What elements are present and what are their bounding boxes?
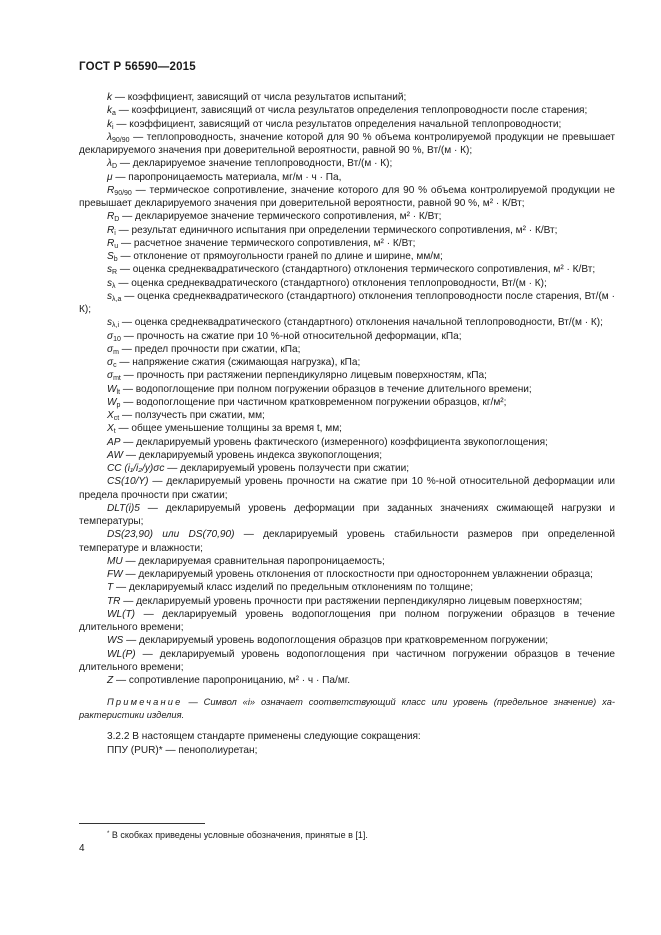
definition-item	[79, 595, 615, 608]
definition-text: — декларируемый уровень водопоглощения при частичном погружении образцов в течение длительного времени;	[79, 648, 615, 673]
definition-symbol: λ	[107, 158, 112, 170]
definition-symbol: σ	[107, 370, 114, 382]
definition-text: — расчетное значение термического сопротивления, м² · К/Вт;	[118, 237, 416, 249]
definition-item	[79, 104, 615, 117]
definition-subscript: 90/90	[111, 136, 130, 144]
definition-symbol: CS(10/Y)	[107, 476, 149, 488]
definition-item	[79, 475, 615, 502]
definition-text: — предел прочности при сжатии, кПа;	[118, 343, 301, 355]
definition-item	[79, 502, 615, 529]
definition-subscript: u	[114, 242, 119, 250]
definition-text: — прочность на сжатие при 10 %-ной относительной деформации, кПа;	[120, 330, 462, 342]
definition-subscript: λ,i	[112, 322, 120, 330]
definition-item	[79, 237, 615, 250]
definition-item	[79, 422, 615, 435]
definition-text: — декларируемый уровень прочности на сжатие при 10 %-ной относительной деформации или предела прочности при сжатии;	[79, 476, 615, 501]
definition-text: — декларируемая сравнительная паропроницаемость;	[122, 555, 385, 567]
definitions-list	[79, 91, 615, 687]
definition-symbol: FW	[107, 569, 123, 580]
definition-subscript: b	[113, 256, 118, 263]
definition-symbol: Z	[107, 675, 114, 686]
definition-item	[79, 184, 615, 211]
definition-subscript: R	[112, 269, 118, 277]
definition-item	[79, 383, 615, 396]
definition-symbol: σ	[107, 343, 114, 355]
definition-item	[79, 555, 615, 568]
definition-symbol: s	[107, 264, 113, 276]
definition-symbol: MU	[107, 555, 123, 567]
page-number: 4	[79, 843, 85, 854]
definition-text: — результат единичного испытания при определении термического сопротивления, м² · К/Вт;	[115, 224, 558, 236]
definition-symbol: σ	[107, 357, 114, 368]
definition-text: — паропроницаемость материала, мг/м · ч · Па,	[112, 171, 342, 183]
definition-item	[79, 91, 615, 104]
definition-subscript: i	[112, 123, 114, 131]
definition-item	[79, 277, 615, 290]
definition-item	[79, 263, 615, 276]
definition-text: — оценка среднеквадратического (стандартного) отклонения теплопроводности, Вт/(м · К);	[115, 277, 547, 289]
footnote-text: В скобках приведены условные обозначения, принятые в [1].	[109, 830, 368, 840]
definition-symbol: R	[107, 224, 115, 236]
definition-item	[79, 343, 615, 356]
definition-symbol: X	[107, 423, 114, 435]
definition-text: — декларируемый уровень водопоглощения образцов при кратковременном погружении;	[123, 635, 549, 647]
definition-text: — коэффициент, зависящий от числа результатов испытаний;	[112, 92, 407, 103]
definition-symbol: R	[107, 184, 115, 196]
definition-text: — сопротивление паропроницанию, м² · ч · Па/мг.	[113, 675, 351, 686]
definition-subscript: c	[113, 362, 117, 369]
definition-symbol: AP	[107, 436, 121, 448]
definition-item	[79, 210, 615, 223]
definition-symbol: X	[107, 410, 114, 421]
definition-symbol: TR	[107, 595, 121, 607]
definition-item	[79, 608, 615, 635]
definition-item	[79, 568, 615, 581]
definition-text: — декларируемое значение термического сопротивления, м² · К/Вт;	[119, 211, 442, 223]
definition-text: — водопоглощение при полном погружении образцов в течение длительного времени;	[120, 383, 532, 395]
definition-symbol: λ	[107, 131, 112, 143]
definition-item	[79, 290, 615, 317]
definition-subscript: 90/90	[114, 189, 132, 197]
definition-symbol: W	[107, 383, 117, 395]
definition-text: — отклонение от прямоугольности граней по длине и ширине, мм/м;	[117, 251, 443, 262]
definition-symbol: k	[107, 118, 113, 130]
definition-text: — прочность при растяжении перпендикулярно лицевым поверхностям, кПа;	[120, 370, 487, 382]
definition-item	[79, 581, 615, 594]
definition-text: — напряжение сжатия (сжимающая нагрузка), кПа;	[116, 357, 361, 368]
definition-item	[79, 356, 615, 369]
definition-symbol: σ	[107, 330, 114, 342]
definition-text: — оценка среднеквадратического (стандартного) отклонения термического сопротивления, м² · К/Вт;	[117, 264, 596, 276]
definition-subscript: 10	[113, 335, 121, 343]
definition-item	[79, 449, 615, 462]
definition-item	[79, 131, 615, 158]
definition-text: — декларируемый уровень отклонения от плоскостности при одностороннем увлажнении образца;	[122, 569, 593, 580]
definition-text: — декларируемый уровень стабильности размеров при определенной температуре и влажности;	[79, 529, 615, 554]
definition-symbol: T	[107, 582, 114, 594]
definition-subscript: i	[114, 229, 116, 237]
definition-item	[79, 369, 615, 382]
definition-subscript: λ	[112, 282, 116, 290]
definition-symbol: R	[107, 237, 115, 249]
definition-item	[79, 396, 615, 409]
definition-item	[79, 674, 615, 687]
definition-text: — теплопроводность, значение которой для 90 % объема контролируемой продукции не превышает декларируемого значения при доверительной вероятности, равной 90 %, Вт/(м · К);	[79, 131, 615, 156]
definition-text: — ползучесть при сжатии, мм;	[119, 410, 265, 421]
definition-subscript: t	[113, 428, 116, 436]
definition-item	[79, 157, 615, 170]
definitions-block	[79, 91, 615, 757]
definition-text: — декларируемый уровень водопоглощения при полном погружении образцов в течение длительного времени;	[79, 608, 615, 633]
definition-item	[79, 409, 615, 422]
definition-symbol: μ	[107, 171, 113, 183]
abbreviation-item: ППУ (PUR)* — пенополиуретан;	[107, 744, 258, 756]
definition-text: — общее уменьшение толщины за время t, мм;	[115, 423, 342, 435]
definition-subscript: lt	[116, 388, 121, 396]
definition-text: — декларируемый уровень прочности при растяжении перпендикулярно лицевым поверхностям;	[120, 595, 583, 607]
definition-item	[79, 528, 615, 555]
definition-text: — коэффициент, зависящий от числа результатов определения начальной теплопроводности;	[113, 118, 562, 130]
definition-symbol: W	[107, 396, 117, 408]
definition-item	[79, 648, 615, 675]
definition-item	[79, 118, 615, 131]
definition-symbol: k	[107, 92, 113, 103]
definition-symbol: s	[107, 317, 113, 329]
definition-subscript: p	[116, 401, 121, 409]
definition-symbol: WL(P)	[107, 648, 136, 660]
definition-subscript: λ,a	[112, 295, 122, 303]
definition-symbol: CC (i₁/i₂/y)σc	[107, 463, 165, 474]
footnote-rule	[79, 823, 205, 824]
definition-symbol: s	[107, 290, 113, 302]
definition-subscript: m	[113, 348, 119, 356]
definition-subscript: D	[114, 216, 120, 224]
definition-item	[79, 436, 615, 449]
definition-symbol: S	[107, 251, 114, 262]
definition-text: — декларируемый уровень фактического (измеренного) коэффициента звукопоглощения;	[120, 436, 548, 448]
footnote	[107, 829, 368, 841]
definition-symbol: k	[107, 105, 113, 117]
definition-symbol: AW	[107, 449, 124, 461]
definition-text: — водопоглощение при частичном кратковременном погружении образцов, кг/м²;	[120, 396, 507, 408]
document-header: ГОСТ Р 56590—2015	[79, 61, 196, 73]
definition-subscript: D	[111, 163, 118, 171]
definition-symbol: R	[107, 211, 115, 223]
note-head: Примечание	[107, 697, 183, 708]
definition-symbol: DS(23,90) или DS(70,90)	[107, 529, 235, 541]
definition-item	[79, 250, 615, 263]
definition-text: — декларируемое значение теплопроводности, Вт/(м · К);	[117, 158, 393, 170]
definition-text: — декларируемый уровень деформации при заданных значениях сжимающей нагрузки и температуры;	[79, 502, 615, 527]
definition-symbol: s	[107, 277, 113, 289]
definition-text: — коэффициент, зависящий от числа результатов определения теплопроводности после старения;	[115, 105, 588, 117]
definition-text: — декларируемый класс изделий по предельным отклонениям по толщине;	[113, 582, 474, 594]
definition-item	[79, 634, 615, 647]
note-body: — Символ «i» означает соответствующий класс или уровень (предельное значение) характеристики изделия.	[79, 697, 615, 720]
definition-symbol: WL(T)	[107, 608, 136, 620]
definition-item	[79, 224, 615, 237]
definition-item	[79, 330, 615, 343]
definition-symbol: WS	[107, 635, 124, 647]
section-3-2-2: 3.2.2 В настоящем стандарте применены следующие сокращения:	[107, 731, 421, 743]
definition-symbol: DLT(i)5	[107, 502, 140, 514]
definition-item	[79, 316, 615, 329]
note	[79, 696, 615, 721]
definition-subscript: ct	[113, 415, 120, 422]
footnote-mark: *	[107, 831, 110, 837]
definition-text: — термическое сопротивление, значение которого для 90 % объема контролируемой продукции не превышает декларируемого значения при доверительной вероятности, равной 90 %, м² · К/Вт;	[79, 184, 615, 209]
definition-text: — декларируемый уровень индекса звукопоглощения;	[123, 449, 383, 461]
definition-text: — оценка среднеквадратического (стандартного) отклонения теплопроводности после старения, Вт/(м · К);	[79, 290, 615, 315]
definition-item	[79, 462, 615, 475]
definition-item	[79, 171, 615, 184]
definition-subscript: a	[112, 110, 116, 118]
definition-text: — декларируемый уровень ползучести при сжатии;	[164, 463, 410, 474]
definition-subscript: mt	[113, 375, 121, 383]
definition-text: — оценка среднеквадратического (стандартного) отклонения начальной теплопроводности, Вт/(м · К);	[119, 317, 603, 329]
